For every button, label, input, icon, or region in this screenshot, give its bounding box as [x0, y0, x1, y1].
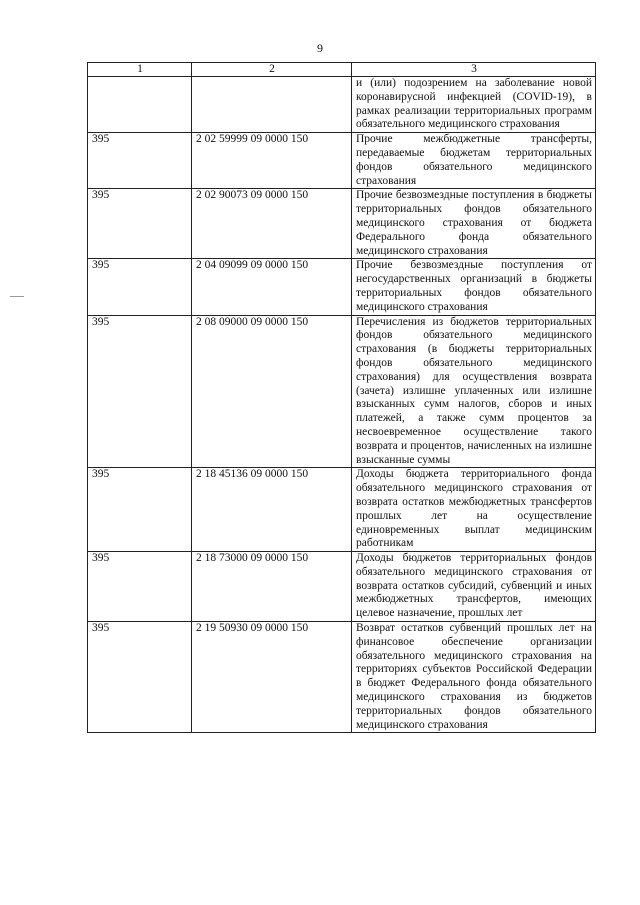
description-cell: Возврат остатков субвенций прошлых лет на финансовое обеспечение организации обязательного медицинского страхования на территориях субъектов Российской Федерации в бюджет Федерального фонда обязательного медицинского страхования из бюджетов территориальных фондов обязательного медицинского страхования [352, 622, 596, 733]
table-row [88, 77, 596, 133]
admin-code-cell [88, 77, 192, 133]
description-cell: Доходы бюджета территориального фонда обязательного медицинского страхования от возврата остатков межбюджетных трансфертов прошлых лет на осуществление единовременных выплат медицинским работникам [352, 468, 596, 552]
page-number: 9 [317, 41, 323, 55]
description-cell: Прочие межбюджетные трансферты, передаваемые бюджетам территориальных фондов обязательного медицинского страхования [352, 133, 596, 189]
table-row [88, 468, 596, 552]
table-row [88, 133, 596, 189]
admin-code-cell: 395 [88, 622, 192, 733]
table-row [88, 622, 596, 733]
admin-code-cell: 395 [88, 133, 192, 189]
admin-code-cell: 395 [88, 468, 192, 552]
column-header-2: 2 [192, 63, 352, 77]
budget-code-cell: 2 18 45136 09 0000 150 [192, 468, 352, 552]
column-header-1: 1 [88, 63, 192, 77]
budget-classification-table [87, 62, 596, 733]
column-header-3: 3 [352, 63, 596, 77]
budget-code-cell: 2 02 59999 09 0000 150 [192, 133, 352, 189]
budget-code-cell: 2 19 50930 09 0000 150 [192, 622, 352, 733]
table-row [88, 259, 596, 315]
description-cell: Прочие безвозмездные поступления от негосударственных организаций в бюджеты территориальных фондов обязательного медицинского страхования [352, 259, 596, 315]
description-cell: Доходы бюджетов территориальных фондов обязательного медицинского страхования от возврата остатков субсидий, субвенций и иных межбюджетных трансфертов, имеющих целевое назначение, прошлых лет [352, 552, 596, 622]
description-cell: Перечисления из бюджетов территориальных фондов обязательного медицинского страхования (в бюджеты территориальных фондов обязательного медицинского страхования) для осуществления возврата (зачета) излишне уплаченных или излишне взысканных сумм налогов, сборов и иных платежей, а также сумм процентов за несвоевременное осуществление такого возврата и процентов, начисленных на излишне взысканные суммы [352, 315, 596, 468]
budget-code-cell [192, 77, 352, 133]
table-row [88, 552, 596, 622]
budget-code-cell: 2 18 73000 09 0000 150 [192, 552, 352, 622]
admin-code-cell: 395 [88, 315, 192, 468]
budget-code-cell: 2 04 09099 09 0000 150 [192, 259, 352, 315]
description-cell: и (или) подозрением на заболевание новой коронавирусной инфекцией (COVID-19), в рамках реализации территориальных программ обязательного медицинского страхования [352, 77, 596, 133]
table-row [88, 189, 596, 259]
table-header-row [88, 63, 596, 77]
margin-mark [10, 296, 24, 297]
admin-code-cell: 395 [88, 552, 192, 622]
admin-code-cell: 395 [88, 189, 192, 259]
budget-code-cell: 2 08 09000 09 0000 150 [192, 315, 352, 468]
budget-code-cell: 2 02 90073 09 0000 150 [192, 189, 352, 259]
admin-code-cell: 395 [88, 259, 192, 315]
table-row [88, 315, 596, 468]
description-cell: Прочие безвозмездные поступления в бюджеты территориальных фондов обязательного медицинского страхования от бюджета Федерального фонда обязательного медицинского страхования [352, 189, 596, 259]
